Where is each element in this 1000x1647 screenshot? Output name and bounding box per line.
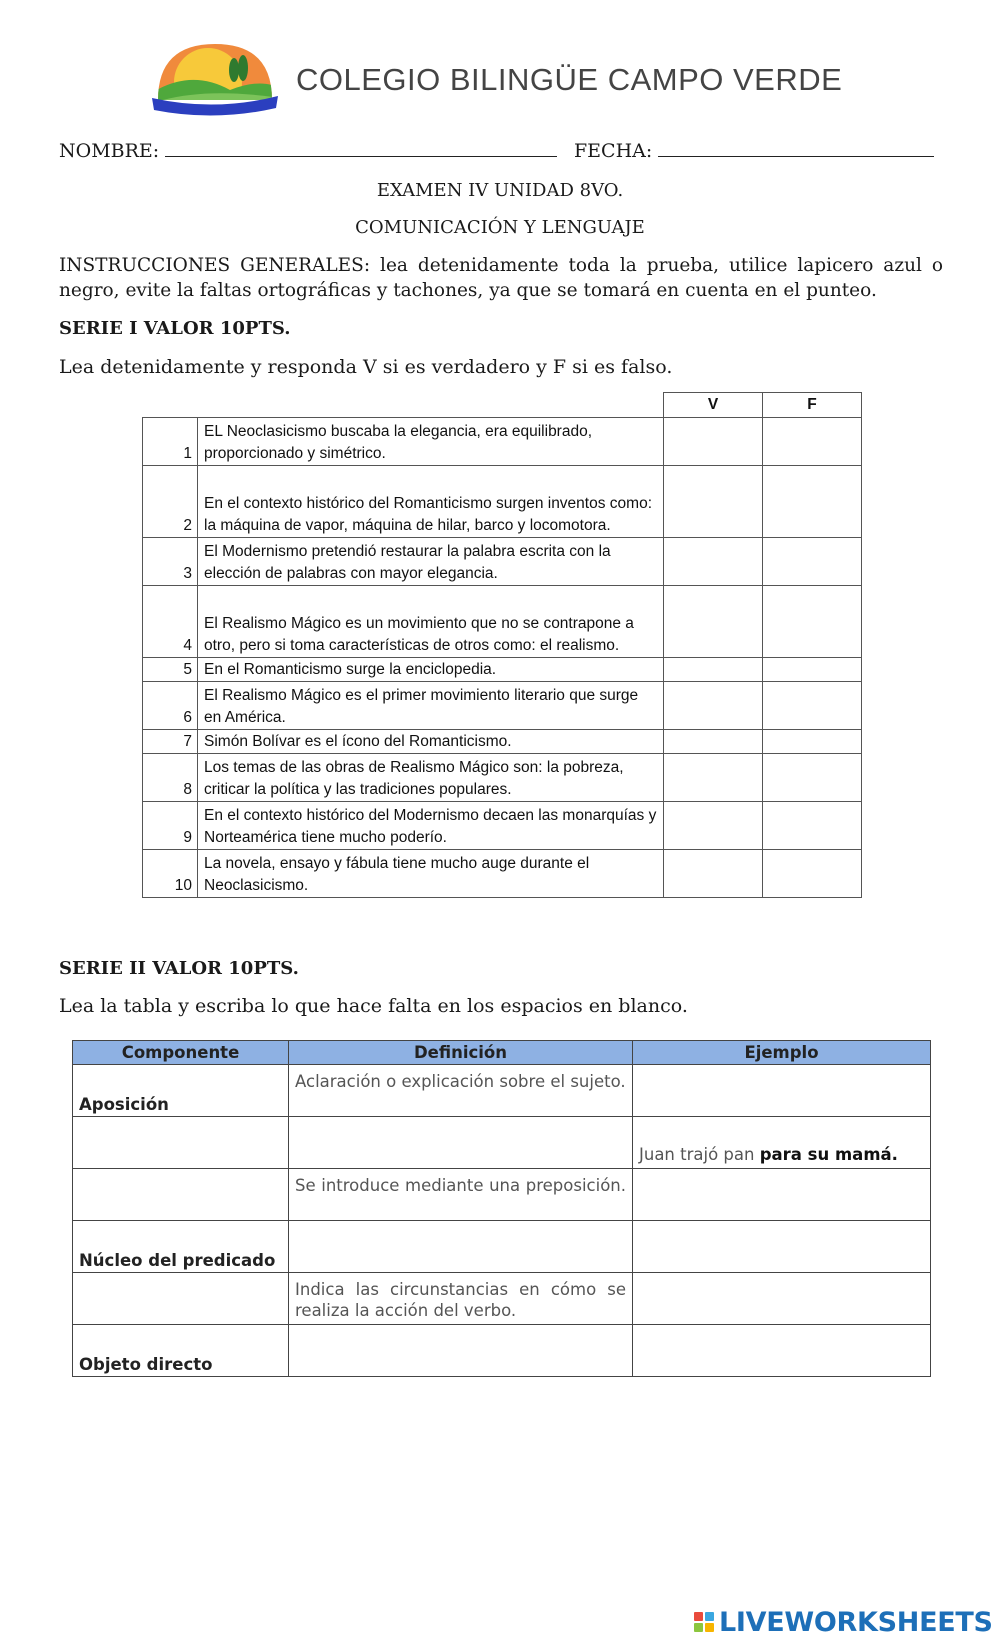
grammar-row	[73, 1273, 931, 1325]
answer-f-cell[interactable]	[763, 802, 862, 850]
question-number: 8	[143, 754, 198, 802]
componente-blank[interactable]	[73, 1273, 289, 1325]
question-statement: EL Neoclasicismo buscaba la elegancia, era equilibrado, proporcionado y simétrico.	[198, 418, 664, 466]
brand-square	[694, 1623, 703, 1632]
true-false-table	[142, 392, 862, 898]
grammar-row	[73, 1169, 931, 1221]
answer-v-cell[interactable]	[664, 466, 763, 538]
brand-square	[694, 1612, 703, 1621]
question-row	[143, 730, 862, 754]
question-statement: El Modernismo pretendió restaurar la palabra escrita con la elección de palabras con mayor elegancia.	[198, 538, 664, 586]
question-statement: En el contexto histórico del Modernismo decaen las monarquías y Norteamérica tiene mucho poderío.	[198, 802, 664, 850]
definicion-blank[interactable]	[289, 1325, 633, 1377]
question-row	[143, 658, 862, 682]
grammar-row	[73, 1065, 931, 1117]
grammar-row	[73, 1117, 931, 1169]
logo-tree	[229, 58, 239, 82]
general-instructions: INSTRUCCIONES GENERALES: lea detenidamente toda la prueba, utilice lapicero azul o negro, evite la faltas ortográficas y tachones, ya que se tomará en cuenta en el punteo.	[59, 255, 943, 301]
question-statement: Simón Bolívar es el ícono del Romanticismo.	[198, 730, 664, 754]
answer-f-cell[interactable]	[763, 418, 862, 466]
componente-blank[interactable]	[73, 1169, 289, 1221]
answer-f-cell[interactable]	[763, 658, 862, 682]
question-number: 7	[143, 730, 198, 754]
question-row	[143, 850, 862, 898]
definicion-cell: Se introduce mediante una preposición.	[289, 1169, 633, 1221]
fecha-field[interactable]	[574, 140, 934, 162]
serie1-instruction: Lea detenidamente y responda V si es verdadero y F si es falso.	[59, 356, 673, 378]
answer-v-cell[interactable]	[664, 658, 763, 682]
question-statement: Los temas de las obras de Realismo Mágico son: la pobreza, criticar la política y las tradiciones populares.	[198, 754, 664, 802]
brand-square	[705, 1623, 714, 1632]
answer-v-cell[interactable]	[664, 418, 763, 466]
serie1-title: SERIE I VALOR 10PTS.	[59, 318, 291, 339]
answer-v-cell[interactable]	[664, 538, 763, 586]
ejemplo-blank[interactable]	[633, 1221, 931, 1273]
answer-v-cell[interactable]	[664, 586, 763, 658]
ejemplo-cell	[633, 1117, 931, 1169]
ejemplo-blank[interactable]	[633, 1169, 931, 1221]
answer-f-cell[interactable]	[763, 850, 862, 898]
school-name: COLEGIO BILINGÜE CAMPO VERDE	[296, 62, 843, 97]
nombre-label: NOMBRE:	[59, 140, 160, 162]
header-ejemplo: Ejemplo	[633, 1041, 931, 1065]
serie2-instruction: Lea la tabla y escriba lo que hace falta en los espacios en blanco.	[59, 995, 688, 1017]
header-definicion: Definición	[289, 1041, 633, 1065]
liveworksheets-logo[interactable]	[694, 1607, 993, 1637]
question-statement: En el Romanticismo surge la enciclopedia.	[198, 658, 664, 682]
componente-cell: Aposición	[73, 1065, 289, 1117]
grammar-table	[72, 1040, 931, 1377]
ejemplo-text: Juan trajó pan	[639, 1145, 760, 1164]
nombre-field[interactable]	[59, 140, 557, 162]
fecha-label: FECHA:	[574, 140, 653, 162]
definicion-cell: Indica las circunstancias en cómo se realiza la acción del verbo.	[289, 1273, 633, 1325]
question-row	[143, 466, 862, 538]
definicion-blank[interactable]	[289, 1117, 633, 1169]
answer-f-cell[interactable]	[763, 586, 862, 658]
question-row	[143, 802, 862, 850]
question-number: 6	[143, 682, 198, 730]
definicion-blank[interactable]	[289, 1221, 633, 1273]
brand-square	[705, 1612, 714, 1621]
question-statement: La novela, ensayo y fábula tiene mucho auge durante el Neoclasicismo.	[198, 850, 664, 898]
question-statement: En el contexto histórico del Romanticismo surgen inventos como: la máquina de vapor, máquina de hilar, barco y locomotora.	[198, 466, 664, 538]
answer-f-cell[interactable]	[763, 682, 862, 730]
ejemplo-blank[interactable]	[633, 1325, 931, 1377]
grammar-row	[73, 1221, 931, 1273]
answer-v-cell[interactable]	[664, 802, 763, 850]
col-v-header: V	[664, 393, 763, 418]
question-number: 3	[143, 538, 198, 586]
school-logo	[150, 38, 280, 118]
question-number: 1	[143, 418, 198, 466]
componente-blank[interactable]	[73, 1117, 289, 1169]
question-row	[143, 682, 862, 730]
fecha-blank[interactable]	[658, 155, 934, 157]
ejemplo-blank[interactable]	[633, 1273, 931, 1325]
answer-v-cell[interactable]	[664, 682, 763, 730]
question-number: 5	[143, 658, 198, 682]
exam-title: EXAMEN IV UNIDAD 8VO.	[376, 180, 624, 201]
componente-cell: Núcleo del predicado	[73, 1221, 289, 1273]
brand-grid-icon	[694, 1612, 714, 1632]
question-number: 2	[143, 466, 198, 538]
answer-v-cell[interactable]	[664, 850, 763, 898]
col-f-header: F	[763, 393, 862, 418]
componente-cell: Objeto directo	[73, 1325, 289, 1377]
question-statement: El Realismo Mágico es el primer movimiento literario que surge en América.	[198, 682, 664, 730]
question-number: 9	[143, 802, 198, 850]
brand-text: LIVEWORKSHEETS	[719, 1606, 993, 1638]
ejemplo-blank[interactable]	[633, 1065, 931, 1117]
question-number: 4	[143, 586, 198, 658]
question-statement: El Realismo Mágico es un movimiento que no se contrapone a otro, pero si toma características de otros como: el realismo.	[198, 586, 664, 658]
grammar-row	[73, 1325, 931, 1377]
logo-tree	[238, 55, 248, 81]
answer-v-cell[interactable]	[664, 730, 763, 754]
answer-f-cell[interactable]	[763, 538, 862, 586]
header-componente: Componente	[73, 1041, 289, 1065]
question-row	[143, 538, 862, 586]
answer-v-cell[interactable]	[664, 754, 763, 802]
serie2-title: SERIE II VALOR 10PTS.	[59, 958, 299, 979]
question-number: 10	[143, 850, 198, 898]
answer-f-cell[interactable]	[763, 730, 862, 754]
question-row	[143, 754, 862, 802]
ejemplo-highlight: para su mamá.	[759, 1145, 898, 1164]
answer-f-cell[interactable]	[763, 466, 862, 538]
exam-subject: COMUNICACIÓN Y LENGUAJE	[355, 217, 645, 238]
question-row	[143, 418, 862, 466]
question-row	[143, 586, 862, 658]
answer-f-cell[interactable]	[763, 754, 862, 802]
nombre-blank[interactable]	[165, 155, 557, 157]
definicion-cell: Aclaración o explicación sobre el sujeto.	[289, 1065, 633, 1117]
